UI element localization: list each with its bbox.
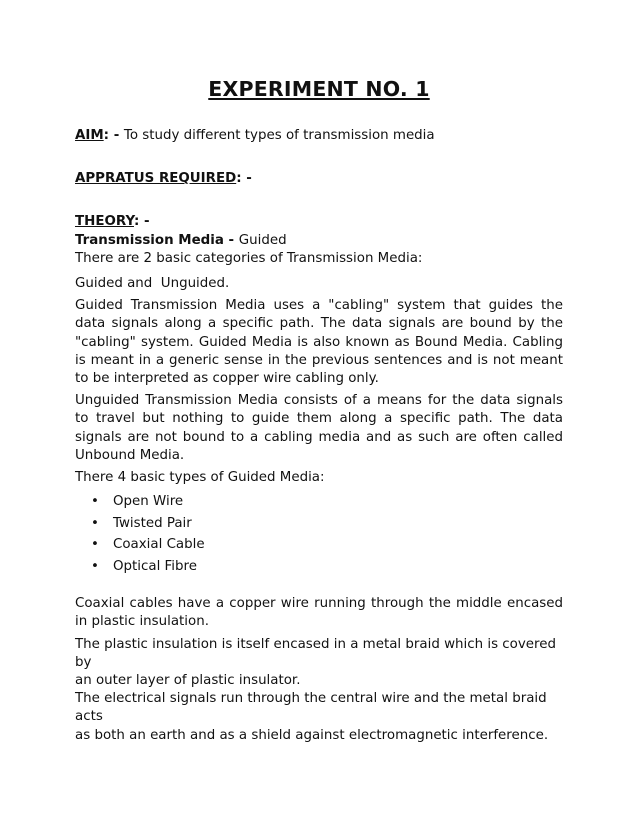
categories-line: There are 2 basic categories of Transmission Media: [75, 250, 423, 266]
categories-values: Guided and Unguided. [75, 276, 230, 292]
coax-paragraph-3-line-2: as both an earth and as a shield against electromagnetic interference. [75, 727, 549, 743]
list-item [75, 534, 563, 556]
list-item-label: Twisted Pair [113, 515, 192, 531]
bullet-icon: • [91, 494, 99, 510]
list-item [75, 491, 563, 513]
list-item-label: Coaxial Cable [113, 537, 205, 553]
apparatus-line [75, 170, 563, 188]
aim-label: AIM [75, 128, 104, 143]
document-body [75, 76, 563, 745]
bullet-icon: • [91, 558, 99, 574]
apparatus-label: APPRATUS REQUIRED [75, 171, 237, 187]
list-item-label: Open Wire [113, 494, 184, 510]
guided-paragraph: Guided Transmission Media uses a "cabling" system that guides the data signals along a specific path. The data signals are bound by the "cabling" system. Guided Media is also known as Bound Media. Cabling is meant in a generic sense in the previous sentences and is not meant to be interpreted as copper wire cabling only. [75, 298, 563, 387]
aim-text: To study different types of transmission media [123, 128, 435, 143]
coax-paragraph-2-line-2: an outer layer of plastic insulator. [75, 673, 301, 689]
types-intro: There 4 basic types of Guided Media: [75, 470, 325, 486]
bullet-icon: • [91, 537, 99, 553]
coax-paragraph-2 [75, 636, 563, 691]
subheading-tail: Guided [238, 232, 287, 248]
apparatus-separator: : - [236, 171, 252, 187]
coax-paragraph-2-line-1: The plastic insulation is itself encased in a metal braid which is covered by [75, 636, 556, 670]
list-item [75, 556, 563, 578]
coax-paragraph-3 [75, 690, 563, 745]
bullet-icon: • [91, 515, 99, 531]
theory-subheading [75, 232, 563, 250]
guided-types-list [75, 491, 563, 577]
list-item-label: Optical Fibre [113, 558, 197, 574]
theory-separator: : - [133, 214, 150, 230]
coax-paragraph-3-line-1: The electrical signals run through the central wire and the metal braid acts [75, 691, 547, 725]
coax-paragraph-1: Coaxial cables have a copper wire running through the middle encased in plastic insulation. [75, 596, 563, 630]
aim-line [75, 127, 563, 145]
page-title: EXPERIMENT NO. 1 [208, 77, 430, 101]
subheading-bold: Transmission Media - [75, 232, 239, 248]
list-item [75, 513, 563, 535]
theory-line [75, 213, 563, 231]
aim-separator: : - [103, 128, 124, 143]
theory-label: THEORY [75, 214, 134, 230]
unguided-paragraph: Unguided Transmission Media consists of a means for the data signals to travel but nothing to guide them along a specific path. The data signals are not bound to a cabling media and as such are often called Unbound Media. [75, 393, 563, 463]
